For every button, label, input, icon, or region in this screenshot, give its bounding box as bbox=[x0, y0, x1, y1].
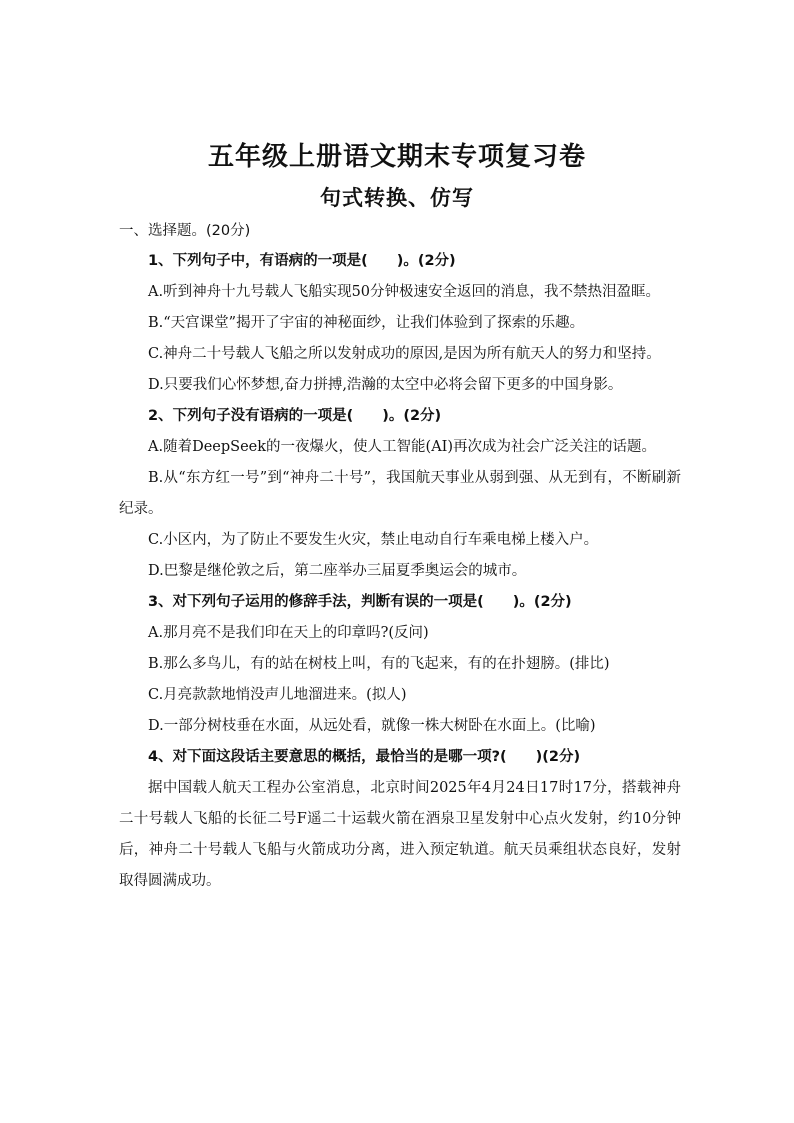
option-b: B.从“东方红一号”到“神舟二十号”，我国航天事业从弱到强、从无到有，不断刷新纪录。 bbox=[119, 470, 681, 517]
option-a: A.随着DeepSeek的一夜爆火，使人工智能(AI)再次成为社会广泛关注的话题。 bbox=[148, 439, 657, 455]
page-title: 五年级上册语文期末专项复习卷 bbox=[207, 142, 586, 172]
page-subtitle: 句式转换、仿写 bbox=[320, 186, 474, 210]
option-a: A.那月亮不是我们印在天上的印章吗?(反问) bbox=[148, 625, 429, 641]
option-b: B.那么多鸟儿，有的站在树枝上叫，有的飞起来，有的在扑翅膀。(排比) bbox=[148, 656, 610, 672]
option-d: D.巴黎是继伦敦之后，第二座举办三届夏季奥运会的城市。 bbox=[148, 563, 527, 579]
question-1 bbox=[119, 246, 681, 401]
exam-content bbox=[119, 216, 681, 897]
reading-passage: 据中国载人航天工程办公室消息，北京时间2025年4月24日17时17分，搭载神舟二十号载人飞船的长征二号F遥二十运载火箭在酒泉卫星发射中心点火发射，约10分钟后，神舟二十号载人飞船与火箭成功分离，进入预定轨道。航天员乘组状态良好，发射取得圆满成功。 bbox=[119, 780, 681, 889]
option-b: B.“天宫课堂”揭开了宇宙的神秘面纱，让我们体验到了探索的乐趣。 bbox=[148, 315, 585, 331]
option-d: D.只要我们心怀梦想,奋力拼搏,浩瀚的太空中必将会留下更多的中国身影。 bbox=[148, 377, 623, 393]
section-heading: 一、选择题。(20分) bbox=[119, 223, 251, 239]
option-a: A.听到神舟十九号载人飞船实现50分钟极速安全返回的消息，我不禁热泪盈眶。 bbox=[148, 284, 661, 300]
option-c: C.小区内，为了防止不要发生火灾，禁止电动自行车乘电梯上楼入户。 bbox=[148, 532, 599, 548]
question-stem: 1、下列句子中，有语病的一项是( )。(2分) bbox=[148, 253, 456, 269]
option-c: C.神舟二十号载人飞船之所以发射成功的原因,是因为所有航天人的努力和坚持。 bbox=[148, 346, 661, 362]
question-3 bbox=[119, 587, 681, 742]
question-4 bbox=[119, 742, 681, 897]
question-stem: 3、对下列句子运用的修辞手法，判断有误的一项是( )。(2分) bbox=[148, 594, 572, 610]
question-stem: 2、下列句子没有语病的一项是( )。(2分) bbox=[148, 408, 442, 424]
option-c: C.月亮款款地悄没声儿地溜进来。(拟人) bbox=[148, 687, 407, 703]
question-2 bbox=[119, 401, 681, 587]
option-d: D.一部分树枝垂在水面，从远处看，就像一株大树卧在水面上。(比喻) bbox=[148, 718, 596, 734]
question-stem: 4、对下面这段话主要意思的概括，最恰当的是哪一项?( )(2分) bbox=[148, 749, 581, 765]
